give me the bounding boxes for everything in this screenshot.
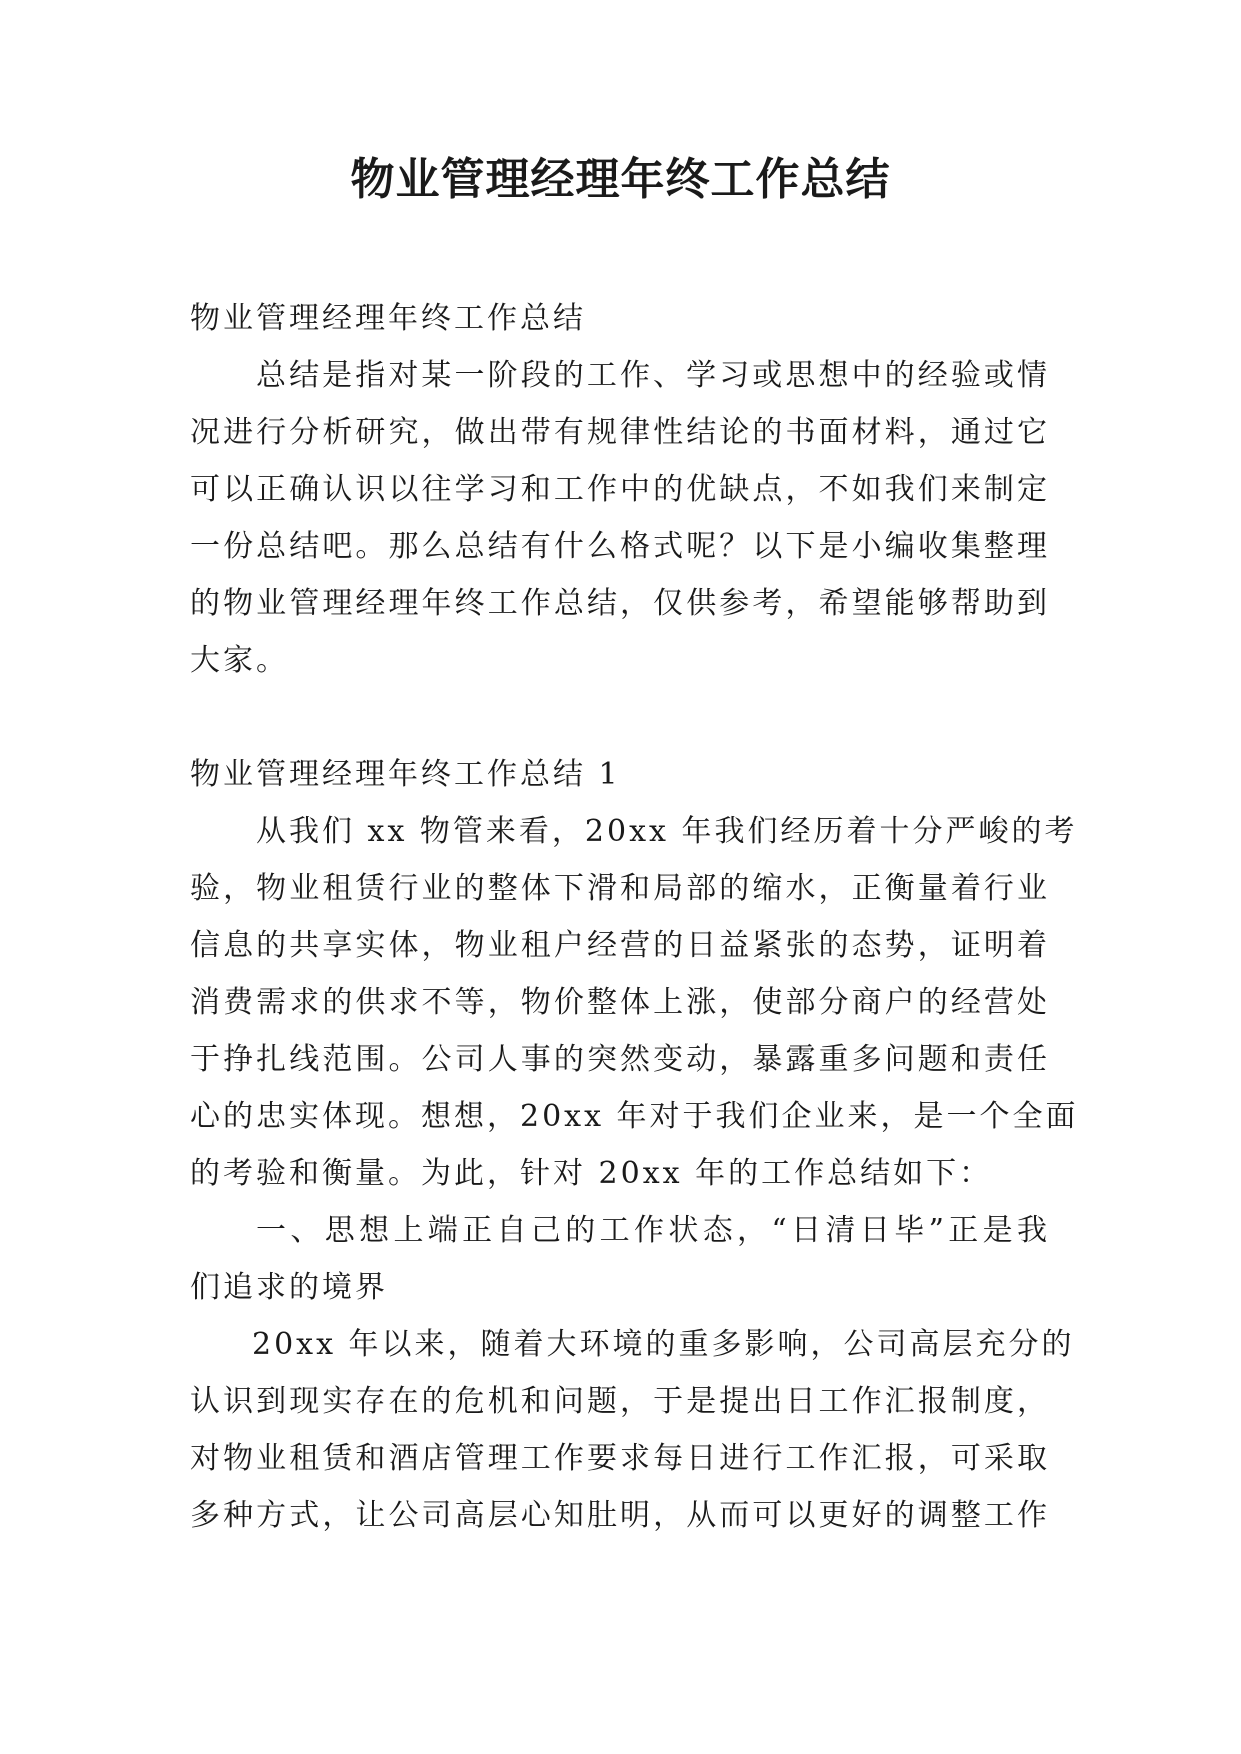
document-body (190, 290, 1079, 1544)
text-line: 消费需求的供求不等，物价整体上涨，使部分商户的经营处 (190, 985, 1050, 1020)
text-line: 信息的共享实体，物业租户经营的日益紧张的态势，证明着 (190, 928, 1050, 963)
text-line: 于挣扎线范围。公司人事的突然变动，暴露重多问题和责任 (190, 1042, 1050, 1077)
text-line: 物业管理经理年终工作总结 1 (190, 757, 621, 792)
text-line: 总结是指对某一阶段的工作、学习或思想中的经验或情 (256, 358, 1050, 393)
text-line: 况进行分析研究，做出带有规律性结论的书面材料，通过它 (190, 415, 1050, 450)
document-title: 物业管理经理年终工作总结 (350, 154, 891, 205)
text-line: 从我们 xx 物管来看，20xx 年我们经历着十分严峻的考 (256, 814, 1078, 849)
text-line: 对物业租赁和酒店管理工作要求每日进行工作汇报，可采取 (190, 1441, 1050, 1476)
text-line: 一、思想上端正自己的工作状态，“日清日毕”正是我 (256, 1213, 1050, 1248)
text-line: 验，物业租赁行业的整体下滑和局部的缩水，正衡量着行业 (190, 871, 1050, 906)
text-line: 的考验和衡量。为此，针对 20xx 年的工作总结如下： (190, 1156, 993, 1191)
text-line: 20xx 年以来，随着大环境的重多影响，公司高层充分的 (252, 1327, 1075, 1362)
text-line: 的物业管理经理年终工作总结，仅供参考，希望能够帮助到 (190, 586, 1050, 621)
text-line: 一份总结吧。那么总结有什么格式呢？以下是小编收集整理 (190, 529, 1050, 564)
text-line: 们追求的境界 (190, 1270, 388, 1305)
text-line: 大家。 (190, 643, 289, 678)
text-line: 物业管理经理年终工作总结 (190, 301, 586, 336)
text-line: 认识到现实存在的危机和问题，于是提出日工作汇报制度， (190, 1384, 1050, 1419)
paragraph-gap (190, 689, 1050, 746)
text-line: 心的忠实体现。想想，20xx 年对于我们企业来，是一个全面 (190, 1099, 1079, 1134)
text-line: 可以正确认识以往学习和工作中的优缺点，不如我们来制定 (190, 472, 1050, 507)
text-line: 多种方式，让公司高层心知肚明，从而可以更好的调整工作 (190, 1498, 1050, 1533)
